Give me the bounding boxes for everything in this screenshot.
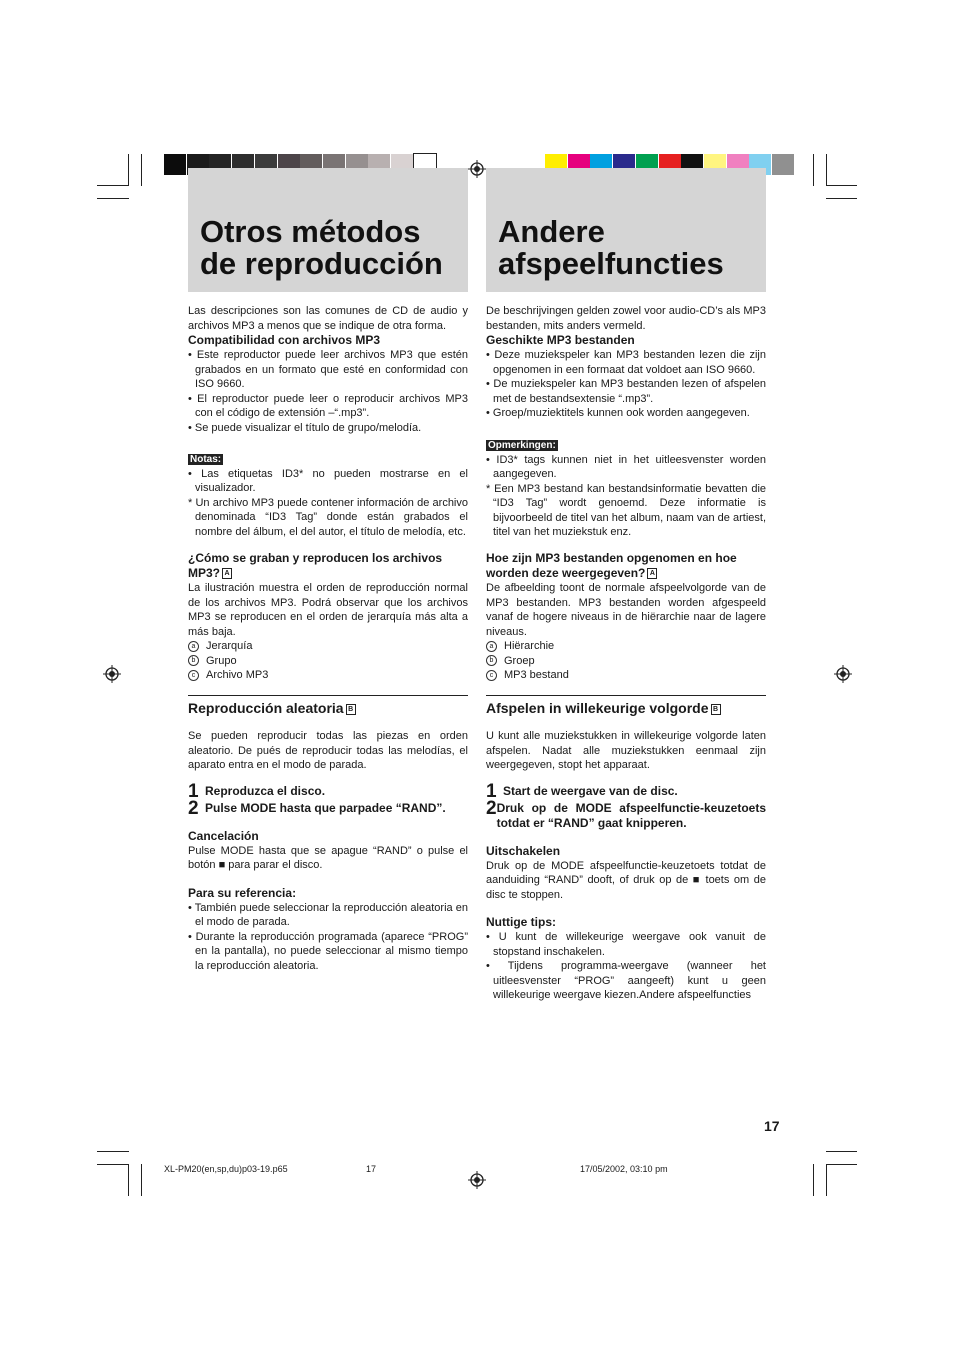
cancel-text: Pulse MODE hasta que se apague “RAND” o pulse el botón ■ para parar el disco. bbox=[188, 844, 468, 871]
list-item: • Deze muziekspeler kan MP3 bestanden lezen die zijn opgenomen in een formaat dat voldoet aan ISO 9660. bbox=[486, 349, 766, 376]
cancel-heading: Cancelación bbox=[188, 828, 259, 843]
legend-item: b Groep bbox=[486, 654, 766, 669]
legend-item: a Jerarquía bbox=[188, 639, 468, 654]
legend-item: a Hiërarchie bbox=[486, 639, 766, 654]
compat-heading: Geschikte MP3 bestanden bbox=[486, 333, 635, 347]
notes-block bbox=[486, 438, 766, 540]
step-1: 1 Start de weergave van de disc. bbox=[486, 780, 678, 802]
list-item: • También puede seleccionar la reproducción aleatoria en el modo de parada. bbox=[188, 901, 468, 928]
intro-block bbox=[188, 304, 468, 435]
how-heading: ¿Cómo se graban y reproducen los archivos MP3? A bbox=[188, 551, 443, 580]
ref-heading: Nuttige tips: bbox=[486, 915, 556, 929]
color-swatch bbox=[772, 154, 794, 175]
color-swatch bbox=[164, 154, 186, 175]
list-item: • Se puede visualizar el título de grupo/melodía. bbox=[188, 421, 422, 434]
page-number: 17 bbox=[764, 1118, 780, 1134]
footer-filename: XL-PM20(en,sp,du)p03-19.p65 bbox=[164, 1164, 288, 1174]
list-item: • Este reproductor puede leer archivos MP3 que estén grabados en un formato que esté en conformidad con ISO 9660. bbox=[188, 349, 468, 390]
intro-text: Las descripciones son las comunes de CD de audio y archivos MP3 a menos que se indique de otra forma. bbox=[188, 305, 468, 332]
random-heading: Reproducción aleatoria B bbox=[188, 695, 468, 717]
footer-page: 17 bbox=[366, 1164, 377, 1174]
cancel-text: Druk op de MODE afspeelfunctie-keuzetoets totdat de aanduiding “RAND” dooft, of druk op de ■ toets om de disc te stoppen. bbox=[486, 859, 766, 901]
how-heading: Hoe zijn MP3 bestanden opgenomen en hoe worden deze weergegeven? A bbox=[486, 551, 737, 580]
registration-mark-icon bbox=[103, 665, 121, 683]
compat-heading: Compatibilidad con archivos MP3 bbox=[188, 333, 381, 347]
how-block bbox=[486, 551, 766, 683]
notes-block bbox=[188, 452, 468, 539]
figure-b-icon: B bbox=[711, 704, 721, 715]
notes-tag: Notas: bbox=[190, 454, 222, 465]
list-item: • El reproductor puede leer o reproducir archivos MP3 con el código de extensión –“.mp3”. bbox=[188, 392, 468, 419]
figure-b-icon: B bbox=[346, 704, 356, 715]
random-heading: Afspelen in willekeurige volgorde B bbox=[486, 695, 766, 717]
step-2: 2 Druk op de MODE afspeelfunctie-keuzetoets totdat er “RAND” gaat knipperen. bbox=[486, 797, 766, 830]
page-title-dutch: Andere afspeelfuncties bbox=[498, 214, 724, 281]
random-block bbox=[188, 695, 468, 973]
intro-block bbox=[486, 304, 766, 421]
step-1: 1 Reproduzca el disco. bbox=[188, 780, 326, 802]
how-text: De afbeelding toont de normale afspeelvolgorde van de MP3 bestanden. MP3 bestanden worden afgespeeld vanaf de hogere niveaus in de hiërarchie naar de lagere niveaus. bbox=[486, 582, 766, 638]
random-text: U kunt alle muziekstukken in willekeurige volgorde laten afspelen. Nadat alle muziekstukken eenmaal zijn weergegeven, stopt het apparaat. bbox=[486, 730, 766, 771]
page-title-spanish: Otros métodos de reproducción bbox=[200, 214, 443, 281]
intro-text: De beschrijvingen gelden zowel voor audio-CD’s als MP3 bestanden, mits anders vermeld. bbox=[486, 305, 766, 332]
note-item: * Un archivo MP3 puede contener información de archivo denominada “ID3 Tag” donde están grabados el nombre del álbum, el del autor, el título de melodía, etc. bbox=[188, 496, 468, 538]
registration-mark-icon bbox=[834, 665, 852, 683]
list-item: • Groep/muziektitels kunnen ook worden aangegeven. bbox=[486, 407, 750, 419]
list-item: • U kunt de willekeurige weergave ook vanuit de stopstand inschakelen. bbox=[486, 931, 766, 958]
ref-heading: Para su referencia: bbox=[188, 885, 297, 900]
note-item: • ID3* tags kunnen niet in het uitleesvenster worden aangegeven. bbox=[486, 453, 766, 480]
notes-tag: Opmerkingen: bbox=[488, 440, 556, 451]
how-block bbox=[188, 551, 468, 683]
registration-mark-icon bbox=[468, 1171, 486, 1189]
how-text: La ilustración muestra el orden de reproducción normal de los archivos MP3. Podrá observar que los archivos MP3 se reproducen en el orden de jerarquía más alta a más baja. bbox=[188, 582, 468, 638]
note-item: • Las etiquetas ID3* no pueden mostrarse en el visualizador. bbox=[188, 467, 468, 494]
dutch-title-box bbox=[486, 168, 766, 292]
random-block bbox=[486, 695, 766, 1003]
footer-date: 17/05/2002, 03:10 pm bbox=[580, 1164, 668, 1174]
figure-a-icon: A bbox=[222, 568, 232, 579]
note-item: * Een MP3 bestand kan bestandsinformatie bevatten die “ID3 Tag” wordt genoemd. Deze informatie is bijvoorbeeld de titel van het album, naam van de artiest, titel van het muziekstuk enz. bbox=[486, 482, 767, 538]
list-item: • De muziekspeler kan MP3 bestanden lezen of afspelen met de bestandsextensie “.mp3”. bbox=[486, 378, 766, 405]
legend-item: b Grupo bbox=[188, 654, 468, 669]
cancel-heading: Uitschakelen bbox=[486, 843, 561, 858]
random-text: Se pueden reproducir todas las piezas en orden aleatorio. De pués de reproducir todas las melodías, el aparato entra en el modo de parada. bbox=[188, 730, 468, 771]
step-2: 2 Pulse MODE hasta que parpadee “RAND”. bbox=[188, 797, 446, 819]
figure-a-icon: A bbox=[647, 568, 657, 579]
legend-item: c Archivo MP3 bbox=[188, 668, 468, 683]
legend-item: c MP3 bestand bbox=[486, 668, 766, 683]
list-item: • Tijdens programma-weergave (wanneer het uitleesvenster “PROG” aangeeft) kunt u geen willekeurige weergave kiezen.Andere afspeelfuncties bbox=[486, 960, 766, 1001]
registration-mark-icon bbox=[468, 160, 486, 178]
spanish-title-box bbox=[188, 168, 468, 292]
list-item: • Durante la reproducción programada (aparece “PROG” en la pantalla), no puede seleccionar al mismo tiempo la reproducción aleatoria. bbox=[188, 930, 468, 972]
